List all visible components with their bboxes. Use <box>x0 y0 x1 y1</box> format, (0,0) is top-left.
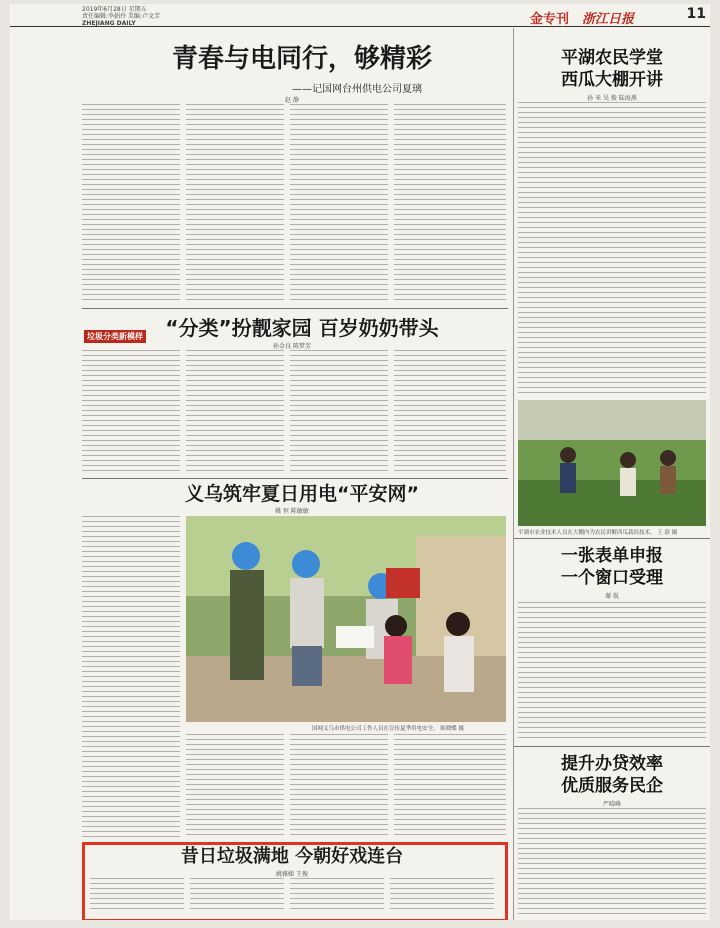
body-text <box>394 350 506 474</box>
body-text <box>394 734 506 838</box>
body-text <box>186 104 284 304</box>
side1-photo-caption: 平湖市农业技术人员在大棚内为农民讲解西瓜栽培技术。 王 蔚 摄 <box>518 530 678 536</box>
side3-title-2: 优质服务民企 <box>561 776 663 796</box>
article4-byline: 姚雅娣 王俊 <box>276 871 308 878</box>
body-text <box>290 104 388 304</box>
body-text <box>290 734 388 838</box>
editor-line: 责任编辑:李娟玲 美编:卢文芳 <box>82 13 160 20</box>
side2-title-1: 一张表单申报 <box>561 546 663 566</box>
article2-byline: 孙金良 陈梦芳 <box>273 343 311 350</box>
issue-date: 2019年6月28日 星期五 <box>82 6 147 13</box>
article4-title: 昔日垃圾满地 今朝好戏连台 <box>180 846 404 867</box>
paper-en: ZHEJIANG DAILY <box>82 20 136 27</box>
article3-byline: 姚 恒 陈敏敏 <box>275 508 309 515</box>
photo-illustration <box>186 516 506 722</box>
newspaper-page <box>10 4 710 920</box>
photo-caption: 国网义乌市供电公司工作人员在宣传夏季用电安全。 陈晓蝶 摄 <box>312 726 464 732</box>
body-text <box>518 102 706 396</box>
side2-title-2: 一个窗口受理 <box>561 568 663 588</box>
page-number: 11 <box>686 6 706 22</box>
body-text <box>390 878 494 912</box>
category-tag: 垃圾分类新模样 <box>84 330 146 343</box>
article3-title: 义乌筑牢夏日用电“平安网” <box>185 483 419 505</box>
column-name: 金专刊 <box>530 12 570 27</box>
main-column <box>82 28 508 920</box>
body-text <box>518 602 706 742</box>
side-column <box>513 28 710 920</box>
body-text <box>290 350 388 474</box>
side1-byline: 孙 米 吴 俊 陆海燕 <box>587 95 637 102</box>
news-photo-workers-children <box>186 516 506 722</box>
divider <box>514 538 710 539</box>
article2-title: “分类”扮靓家园 百岁奶奶带头 <box>165 316 439 340</box>
article1-title: 青春与电同行，够精彩 <box>171 44 432 74</box>
divider <box>82 478 508 479</box>
body-text <box>518 808 706 916</box>
side1-title-1: 平湖农民学堂 <box>561 48 663 68</box>
body-text <box>82 104 180 304</box>
side2-byline: 谢 航 <box>605 593 619 600</box>
article1-subtitle: ——记国网台州供电公司夏璃 <box>292 84 422 95</box>
article1-byline: 赵 静 <box>285 97 299 104</box>
body-text <box>186 734 284 838</box>
paper-logo: 浙江日报 <box>582 12 635 27</box>
news-photo-greenhouse <box>518 400 706 526</box>
side1-title-2: 西瓜大棚开讲 <box>561 70 663 90</box>
body-text <box>394 104 506 304</box>
body-text <box>190 878 284 912</box>
body-text <box>82 516 180 838</box>
body-text <box>90 878 184 912</box>
side3-title-1: 提升办贷效率 <box>561 754 663 774</box>
photo-illustration <box>518 400 706 526</box>
divider <box>514 746 710 747</box>
body-text <box>186 350 284 474</box>
side3-byline: 严晴峰 <box>602 801 621 808</box>
header-meta <box>82 6 222 27</box>
page-header <box>10 4 710 27</box>
body-text <box>290 878 384 912</box>
body-text <box>82 350 180 474</box>
divider <box>82 308 508 309</box>
